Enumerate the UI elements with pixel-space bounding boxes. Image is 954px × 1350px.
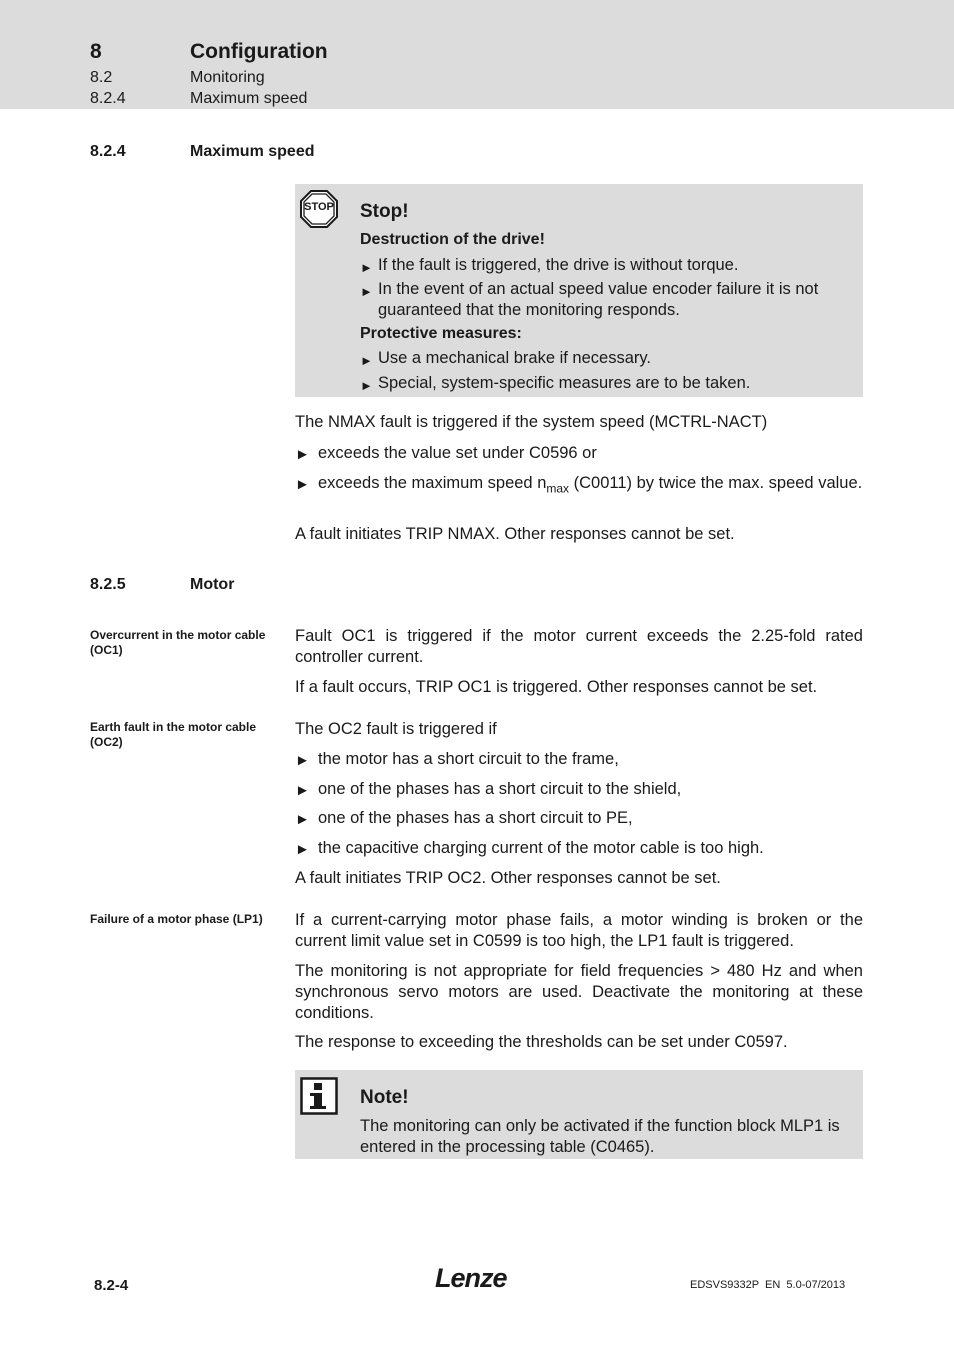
bullet-arrow-icon: ► [295,811,310,828]
nmax-intro: The NMAX fault is triggered if the system speed (MCTRL-NACT) [295,413,768,431]
bullet-arrow-icon: ► [360,353,373,368]
stop-subtitle-2: Protective measures: [360,325,522,342]
oc2-bullet-2: ► one of the phases has a short circuit to the shield, [295,780,682,799]
lenze-logo: Lenze [435,1263,507,1293]
stop-icon-label: STOP [304,201,334,213]
bullet-arrow-icon: ► [295,782,310,799]
stop-item-1: ► If the fault is triggered, the drive is without torque. [360,255,850,278]
oc2-intro: The OC2 fault is triggered if [295,720,497,738]
oc1-paragraph-1: Fault OC1 is triggered if the motor current exceeds the 2.25-fold rated controller current. [295,627,863,666]
page-number: 8.2-4 [94,1277,129,1294]
sub2-number: 8.2.4 [90,90,126,107]
stop-subtitle-1: Destruction of the drive! [360,231,545,248]
stop-item-2: ► In the event of an actual speed value encoder failure it is not guaranteed that the monitoring responds. [360,280,819,319]
header-band [0,0,954,109]
chapter-number: 8 [90,40,102,63]
bullet-arrow-icon: ► [295,476,310,493]
lp1-paragraph-3: The response to exceeding the thresholds can be set under C0597. [295,1033,788,1051]
lp1-margin-note: Failure of a motor phase (LP1) [90,912,263,926]
lp1-paragraph-1: If a current-carrying motor phase fails, a motor winding is broken or the current limit value set in C0599 is too high, the LP1 fault is triggered. [295,911,863,950]
section-825-title: Motor [190,576,235,593]
bullet-arrow-icon: ► [295,752,310,769]
sub1-number: 8.2 [90,69,113,86]
stop-sign-icon [300,190,338,228]
section-825-number: 8.2.5 [90,576,126,593]
bullet-arrow-icon: ► [360,284,373,299]
nmax-subscript: max [546,481,570,496]
chapter-title: Configuration [190,40,328,63]
oc2-margin-note: Earth fault in the motor cable (OC2) [90,720,257,749]
oc2-bullet-3: ► one of the phases has a short circuit to PE, [295,809,633,828]
oc2-outro: A fault initiates TRIP OC2. Other responses cannot be set. [295,869,721,887]
lp1-paragraph-2: The monitoring is not appropriate for field frequencies > 480 Hz and when synchronous servo motors are used. Deactivate the monitoring at these conditions. [295,962,863,1022]
info-icon [300,1077,338,1115]
oc1-paragraph-2: If a fault occurs, TRIP OC1 is triggered. Other responses cannot be set. [295,678,818,696]
note-title: Note! [360,1087,409,1108]
sub2-title: Maximum speed [190,90,308,107]
bullet-arrow-icon: ► [295,841,310,858]
nmax-bullet-2: ► exceeds the maximum speed $n_{max}$ (C0011) by twice the max. speed value. [295,474,863,496]
note-text: The monitoring can only be activated if the function block MLP1 is entered in the processing table (C0465). [360,1117,840,1156]
nmax-outro: A fault initiates TRIP NMAX. Other responses cannot be set. [295,525,735,543]
stop-item-4: ► Special, system-specific measures are to be taken. [360,373,850,396]
section-824-title: Maximum speed [190,143,315,160]
bullet-arrow-icon: ► [295,446,310,463]
document-id: EDSVS9332P EN 5.0-07/2013 [690,1279,846,1291]
oc2-bullet-1: ► the motor has a short circuit to the frame, [295,750,619,769]
section-824-number: 8.2.4 [90,143,126,160]
stop-item-3: ► Use a mechanical brake if necessary. [360,348,850,371]
oc1-margin-note: Overcurrent in the motor cable (OC1) [90,628,266,657]
oc2-bullet-4: ► the capacitive charging current of the motor cable is too high. [295,839,764,858]
bullet-arrow-icon: ► [360,378,373,393]
stop-title: Stop! [360,201,409,222]
bullet-arrow-icon: ► [360,260,373,275]
sub1-title: Monitoring [190,69,265,86]
nmax-bullet-1: ► exceeds the value set under C0596 or [295,444,597,463]
